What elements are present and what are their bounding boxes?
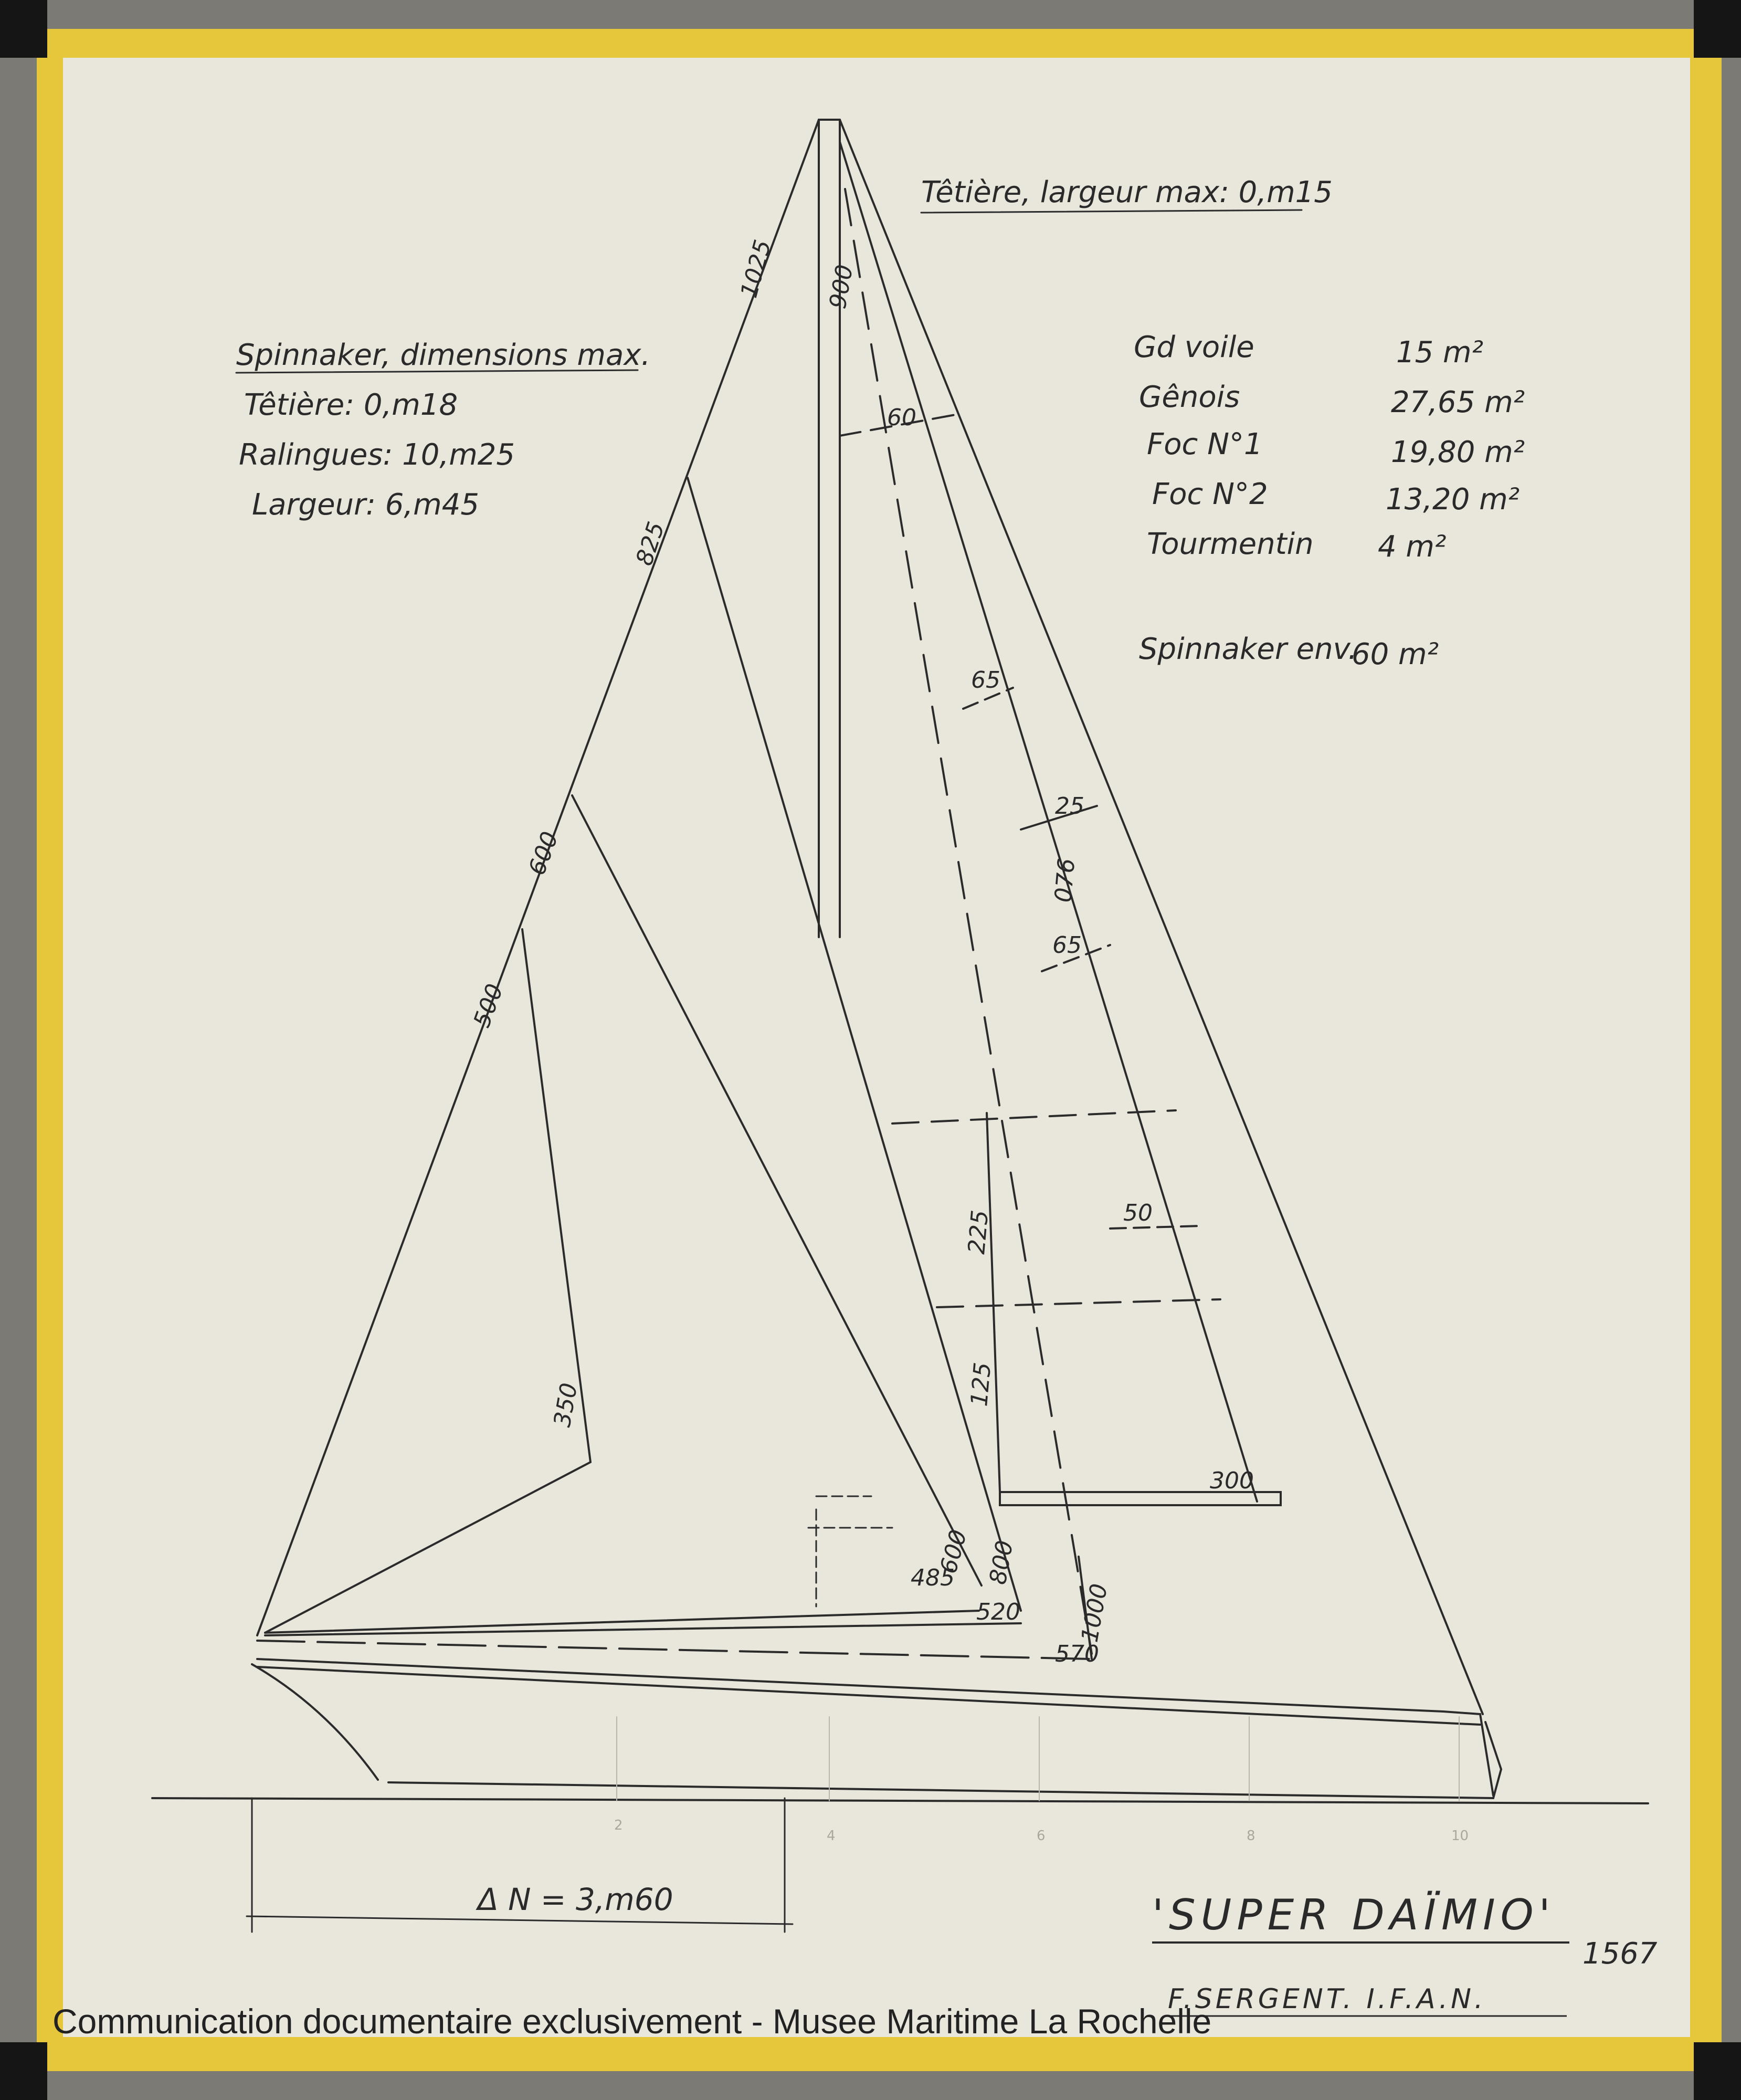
tetiere-note: Têtière, largeur max: 0,m15 [921, 175, 1333, 209]
dim-600b: 600 [935, 1527, 973, 1577]
dim-line [247, 1916, 793, 1924]
dashed-batten-2 [937, 1299, 1220, 1307]
dim-50: 50 [1123, 1200, 1153, 1226]
spinnaker-largeur: Largeur: 6,m45 [252, 488, 479, 522]
genoa-leech [688, 478, 1021, 1611]
designer: F.SERGENT. I.F.A.N. [1168, 1983, 1486, 2015]
dim-600a: 600 [523, 828, 564, 879]
sail-area-value-4: 4 m² [1378, 530, 1447, 564]
scale-tick-4: 10 [1451, 1828, 1469, 1844]
waterline [152, 1798, 1648, 1803]
sail-area-table [1134, 330, 1525, 671]
dim-076: 076 [1050, 857, 1081, 904]
stern-profile [252, 1664, 378, 1780]
dim-25: 25 [1055, 793, 1084, 820]
dim-125: 125 [966, 1361, 997, 1408]
scale-tick-0: 2 [614, 1818, 623, 1833]
scale-tick-2: 6 [1037, 1828, 1046, 1844]
deck-line [257, 1659, 1443, 1712]
sail-area-value-2: 19,80 m² [1391, 435, 1525, 469]
dim-520: 520 [976, 1599, 1020, 1625]
dim-485: 485 [911, 1564, 955, 1591]
dim-570: 570 [1055, 1641, 1099, 1667]
scale-tick-3: 8 [1247, 1828, 1255, 1844]
sail-area-value-0: 15 m² [1396, 335, 1484, 370]
dim-825: 825 [630, 518, 670, 569]
sail-area-name-2: Foc N°1 [1147, 427, 1263, 461]
dim-60a: 60 [887, 404, 916, 431]
tetiere-note-underline [921, 210, 1302, 213]
sail-area-name-0: Gd voile [1134, 330, 1254, 364]
storm-jib-foot [265, 1462, 590, 1633]
foot-line-dashed [257, 1641, 1092, 1659]
main-luff-lower [987, 1113, 1000, 1492]
scale-tick-1: 4 [827, 1828, 836, 1844]
jib1-leech [572, 795, 982, 1586]
catalog-number: 1567 [1582, 1937, 1658, 1971]
boat-name: 'SUPER DAÏMIO' [1152, 1891, 1556, 1939]
sail-area-value-1: 27,65 m² [1391, 385, 1525, 419]
spinnaker-area-value: 60 m² [1352, 637, 1439, 671]
sail-area-value-3: 13,20 m² [1386, 482, 1520, 517]
dim-300: 300 [1210, 1467, 1254, 1494]
dim-65a: 65 [971, 667, 1000, 694]
dim-800: 800 [984, 1538, 1019, 1587]
sail-area-name-4: Tourmentin [1147, 527, 1314, 561]
sail-area-name-1: Gênois [1139, 380, 1240, 414]
spinnaker-area-name: Spinnaker env. [1139, 632, 1357, 666]
dim-1025: 1025 [735, 237, 777, 301]
spinnaker-title: Spinnaker, dimensions max. [236, 338, 651, 372]
spinnaker-tetiere: Têtière: 0,m18 [244, 388, 458, 422]
dim-65b: 65 [1052, 932, 1082, 959]
dim-900: 900 [824, 262, 859, 311]
keel-profile [388, 1722, 1501, 1798]
dim-1000: 1000 [1076, 1581, 1113, 1644]
displacement-label: Δ N = 3,m60 [478, 1882, 673, 1917]
dim-500: 500 [468, 980, 509, 1031]
dim-225: 225 [963, 1209, 994, 1255]
spinnaker-ralingues: Ralingues: 10,m25 [239, 438, 515, 472]
sheer-line [257, 1667, 1480, 1725]
dim-350: 350 [548, 1381, 583, 1429]
sail-area-name-3: Foc N°2 [1152, 477, 1268, 511]
watermark: Communication documentaire exclusivement - Musee Maritime La Rochelle [52, 2002, 1212, 2041]
dashed-batten-1 [892, 1110, 1176, 1124]
